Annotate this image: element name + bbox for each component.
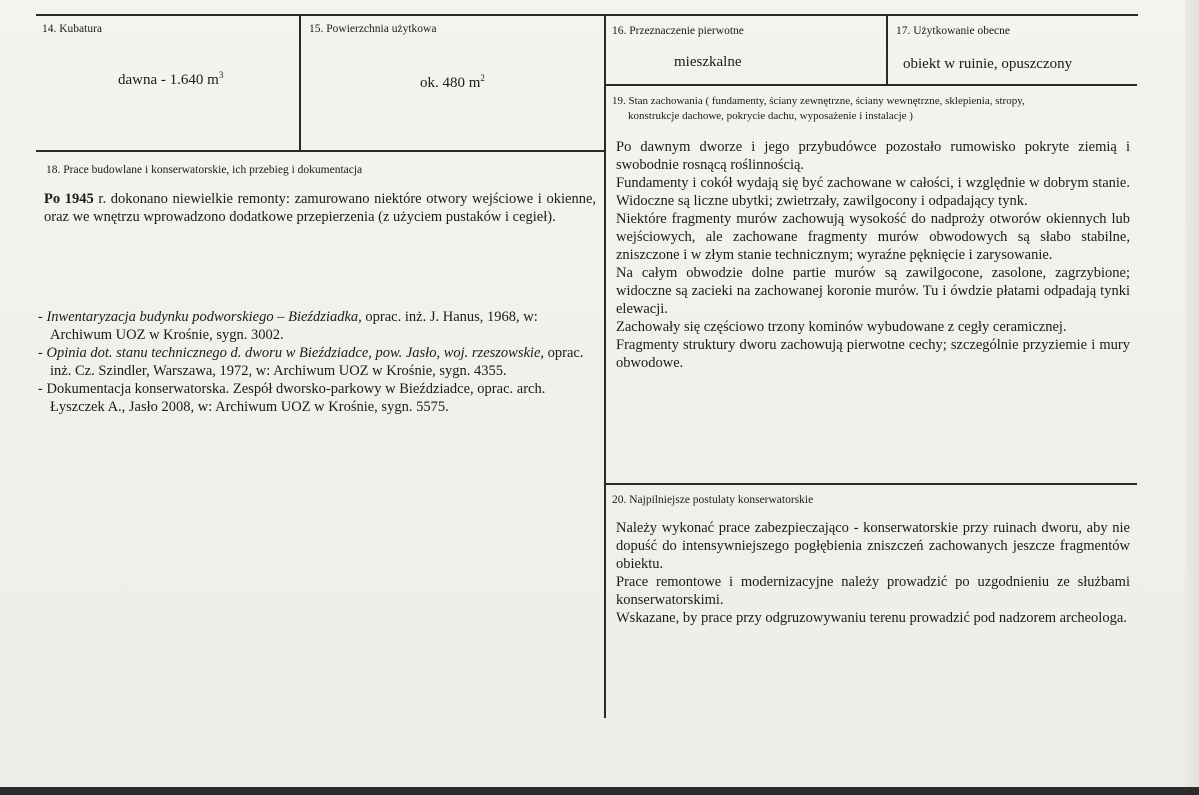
field-16-label: 16. Przeznaczenie pierwotne bbox=[612, 25, 744, 37]
top-rule bbox=[36, 14, 1138, 16]
divider-main bbox=[604, 16, 606, 718]
reference-title: Opinia dot. stanu technicznego d. dworu w Bieździadce, pow. Jasło, woj. rzeszowskie, bbox=[46, 345, 545, 361]
field-14-unit-exponent: 3 bbox=[218, 70, 224, 80]
field-19-paragraph: Niektóre fragmenty murów zachowują wysokość do nadproży otworów okiennych lub wejściowych, ale zachowane fragmenty murów obwodowych są słabo stabilne, zniszczone i w złym stanie technicznym; wyraźne pęknięcie i zarysowanie. bbox=[616, 211, 1130, 263]
field-18-references bbox=[38, 308, 594, 416]
field-18-text bbox=[44, 190, 596, 226]
rule-above-18 bbox=[36, 150, 605, 152]
reference-details: Dokumentacja konserwatorska. Zespół dworsko-parkowy w Bieździadce, oprac. arch. Łyszczek A., Jasło 2008, w: Archiwum UOZ w Krośnie, sygn. 5575. bbox=[46, 381, 546, 415]
field-20-text bbox=[616, 519, 1130, 627]
field-15-value-text: ok. 480 m bbox=[420, 75, 481, 91]
field-17-value: obiekt w ruinie, opuszczony bbox=[903, 56, 1073, 72]
scan-edge-bottom bbox=[0, 787, 1199, 795]
field-19-label-line1: 19. Stan zachowania ( fundamenty, ściany zewnętrzne, ściany wewnętrzne, sklepienia, stropy, bbox=[612, 95, 1025, 107]
field-20-paragraph: Należy wykonać prace zabezpieczająco - konserwatorskie przy ruinach dworu, aby nie dopuść do intensywniejszego pogłębienia zniszczeń zachowanych jeszcze fragmentów obiektu. bbox=[616, 520, 1130, 572]
field-18-bold-lead: Po 1945 bbox=[44, 191, 94, 207]
reference-item: - Inwentaryzacja budynku podworskiego – Bieździadka, oprac. inż. J. Hanus, 1968, w: Archiwum UOZ w Krośnie, sygn. 3002. bbox=[38, 309, 538, 343]
reference-details: oprac. inż. Cz. Szindler, Warszawa, 1972, w: Archiwum UOZ w Krośnie, sygn. 4355. bbox=[50, 345, 584, 379]
divider-14-15 bbox=[299, 16, 301, 150]
rule-above-20 bbox=[605, 483, 1137, 485]
field-15-unit-exponent: 2 bbox=[480, 73, 485, 83]
field-15-label: 15. Powierzchnia użytkowa bbox=[309, 23, 437, 35]
field-20-label: 20. Najpilniejsze postulaty konserwatorskie bbox=[612, 494, 814, 506]
field-19-paragraph: Fundamenty i cokół wydają się być zachowane w całości, i względnie w dobrym stanie. Widoczne są liczne ubytki; zwietrzały, zawilgocony i odpadający tynk. bbox=[616, 175, 1130, 209]
scan-edge-right bbox=[1185, 0, 1199, 795]
field-19-label-line2: konstrukcje dachowe, pokrycie dachu, wyposażenie i instalacje ) bbox=[628, 110, 913, 122]
field-19-text bbox=[616, 138, 1130, 372]
field-18-label: 18. Prace budowlane i konserwatorskie, ich przebieg i dokumentacja bbox=[46, 164, 363, 176]
field-14-label: 14. Kubatura bbox=[42, 23, 103, 35]
field-14-value-text: dawna - 1.640 m bbox=[118, 72, 219, 88]
field-20-paragraph: Prace remontowe i modernizacyjne należy prowadzić po uzgodnieniu ze służbami konserwatorskimi. bbox=[616, 574, 1130, 608]
rule-under-16-17 bbox=[605, 84, 1137, 86]
field-19-paragraph: Fragmenty struktury dworu zachowują pierwotne cechy; szczególnie przyziemie i mury obwodowe. bbox=[616, 337, 1130, 371]
field-15-value bbox=[420, 69, 485, 92]
field-19-paragraph: Po dawnym dworze i jego przybudówce pozostało rumowisko pokryte ziemią i swobodnie rosnącą roślinnością. bbox=[616, 139, 1130, 173]
divider-16-17 bbox=[886, 16, 888, 84]
reference-item: - Dokumentacja konserwatorska. Zespół dworsko-parkowy w Bieździadce, oprac. arch. Łyszczek A., Jasło 2008, w: Archiwum UOZ w Krośnie, sygn. 5575. bbox=[38, 381, 546, 415]
reference-details: oprac. inż. J. Hanus, 1968, w: Archiwum UOZ w Krośnie, sygn. 3002. bbox=[50, 309, 538, 343]
field-18-body: r. dokonano niewielkie remonty: zamurowano niektóre otwory wejściowe i okienne, oraz we wnętrzu wprowadzono dodatkowe przepierzenia (z użyciem pustaków i cegieł). bbox=[44, 191, 597, 225]
field-16-value: mieszkalne bbox=[674, 54, 742, 70]
field-20-paragraph: Wskazane, by prace przy odgruzowywaniu terenu prowadzić pod nadzorem archeologa. bbox=[616, 610, 1127, 626]
field-19-paragraph: Na całym obwodzie dolne partie murów są zawilgocone, zasolone, zagrzybione; widoczne są zacieki na zachowanej koronie murów. Tu i ówdzie płatami odpadają tynki elewacji. bbox=[616, 265, 1130, 317]
field-17-label: 17. Użytkowanie obecne bbox=[896, 25, 1011, 37]
field-14-value bbox=[118, 66, 223, 89]
reference-item: - Opinia dot. stanu technicznego d. dworu w Bieździadce, pow. Jasło, woj. rzeszowskie, oprac. inż. Cz. Szindler, Warszawa, 1972, w: Archiwum UOZ w Krośnie, sygn. 4355. bbox=[38, 345, 584, 379]
field-19-paragraph: Zachowały się częściowo trzony kominów wybudowane z cegły ceramicznej. bbox=[616, 319, 1067, 335]
reference-title: Inwentaryzacja budynku podworskiego – Bieździadka, bbox=[46, 309, 362, 325]
